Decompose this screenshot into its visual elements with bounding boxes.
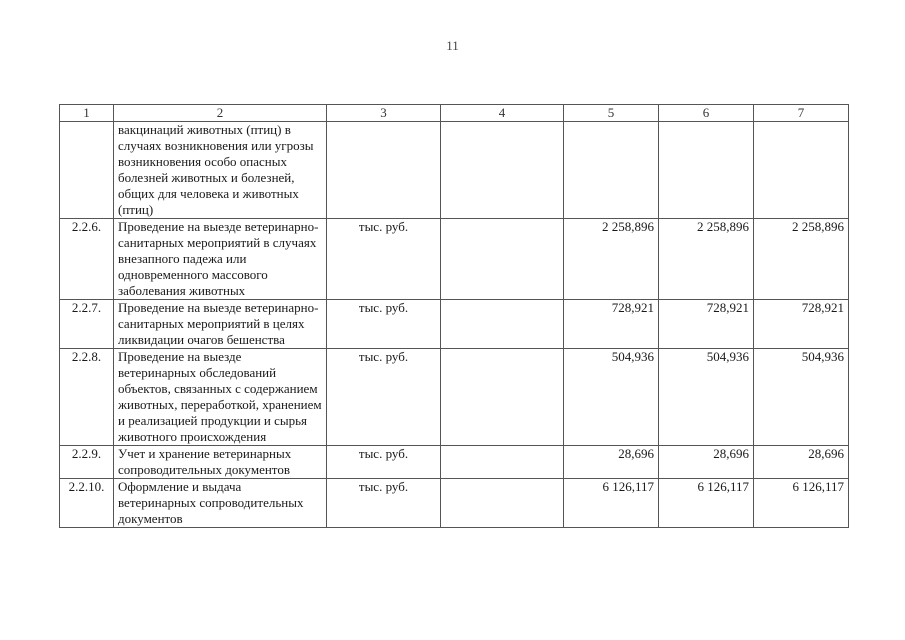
row-col4 bbox=[441, 349, 564, 446]
row-unit bbox=[327, 122, 441, 219]
header-row bbox=[60, 105, 849, 122]
row-col4 bbox=[441, 446, 564, 479]
row-value-6: 28,696 bbox=[659, 446, 754, 479]
row-col4 bbox=[441, 122, 564, 219]
row-number: 2.2.7. bbox=[60, 300, 114, 349]
row-description: Оформление и выдача ветеринарных сопроводительных документов bbox=[114, 479, 327, 528]
row-col4 bbox=[441, 300, 564, 349]
col-header-2: 2 bbox=[114, 105, 327, 122]
row-description: вакцинаций животных (птиц) в случаях возникновения или угрозы возникновения особо опасных болезней животных и болезней, общих для человека и животных (птиц) bbox=[114, 122, 327, 219]
page-number: 11 bbox=[446, 38, 459, 53]
row-unit: тыс. руб. bbox=[327, 479, 441, 528]
row-number: 2.2.9. bbox=[60, 446, 114, 479]
table-row bbox=[60, 446, 849, 479]
row-number: 2.2.10. bbox=[60, 479, 114, 528]
row-value-6: 504,936 bbox=[659, 349, 754, 446]
row-description: Проведение на выезде ветеринарно-санитарных мероприятий в случаях внезапного падежа или одновременного массового заболевания животных bbox=[114, 219, 327, 300]
row-col4 bbox=[441, 219, 564, 300]
col-header-6: 6 bbox=[659, 105, 754, 122]
row-value-5: 2 258,896 bbox=[564, 219, 659, 300]
row-value-5: 504,936 bbox=[564, 349, 659, 446]
row-col4 bbox=[441, 479, 564, 528]
table-row bbox=[60, 219, 849, 300]
row-value-6: 6 126,117 bbox=[659, 479, 754, 528]
row-value-7: 2 258,896 bbox=[754, 219, 849, 300]
row-value-7 bbox=[754, 122, 849, 219]
row-description: Проведение на выезде ветеринарно-санитарных мероприятий в целях ликвидации очагов бешенства bbox=[114, 300, 327, 349]
table-row bbox=[60, 479, 849, 528]
row-unit: тыс. руб. bbox=[327, 349, 441, 446]
row-number bbox=[60, 122, 114, 219]
row-number: 2.2.6. bbox=[60, 219, 114, 300]
row-unit: тыс. руб. bbox=[327, 446, 441, 479]
col-header-3: 3 bbox=[327, 105, 441, 122]
budget-table bbox=[59, 104, 849, 528]
row-value-7: 6 126,117 bbox=[754, 479, 849, 528]
row-value-5 bbox=[564, 122, 659, 219]
row-unit: тыс. руб. bbox=[327, 300, 441, 349]
row-number: 2.2.8. bbox=[60, 349, 114, 446]
row-description: Учет и хранение ветеринарных сопроводительных документов bbox=[114, 446, 327, 479]
row-description: Проведение на выезде ветеринарных обследований объектов, связанных с содержанием животных, переработкой, хранением и реализацией продукции и сырья животного происхождения bbox=[114, 349, 327, 446]
row-value-7: 728,921 bbox=[754, 300, 849, 349]
row-value-7: 28,696 bbox=[754, 446, 849, 479]
row-value-6: 728,921 bbox=[659, 300, 754, 349]
col-header-5: 5 bbox=[564, 105, 659, 122]
table-row bbox=[60, 122, 849, 219]
row-value-6: 2 258,896 bbox=[659, 219, 754, 300]
row-value-7: 504,936 bbox=[754, 349, 849, 446]
row-value-6 bbox=[659, 122, 754, 219]
row-value-5: 6 126,117 bbox=[564, 479, 659, 528]
row-unit: тыс. руб. bbox=[327, 219, 441, 300]
col-header-1: 1 bbox=[60, 105, 114, 122]
col-header-4: 4 bbox=[441, 105, 564, 122]
table-row bbox=[60, 349, 849, 446]
row-value-5: 728,921 bbox=[564, 300, 659, 349]
table-row bbox=[60, 300, 849, 349]
col-header-7: 7 bbox=[754, 105, 849, 122]
row-value-5: 28,696 bbox=[564, 446, 659, 479]
